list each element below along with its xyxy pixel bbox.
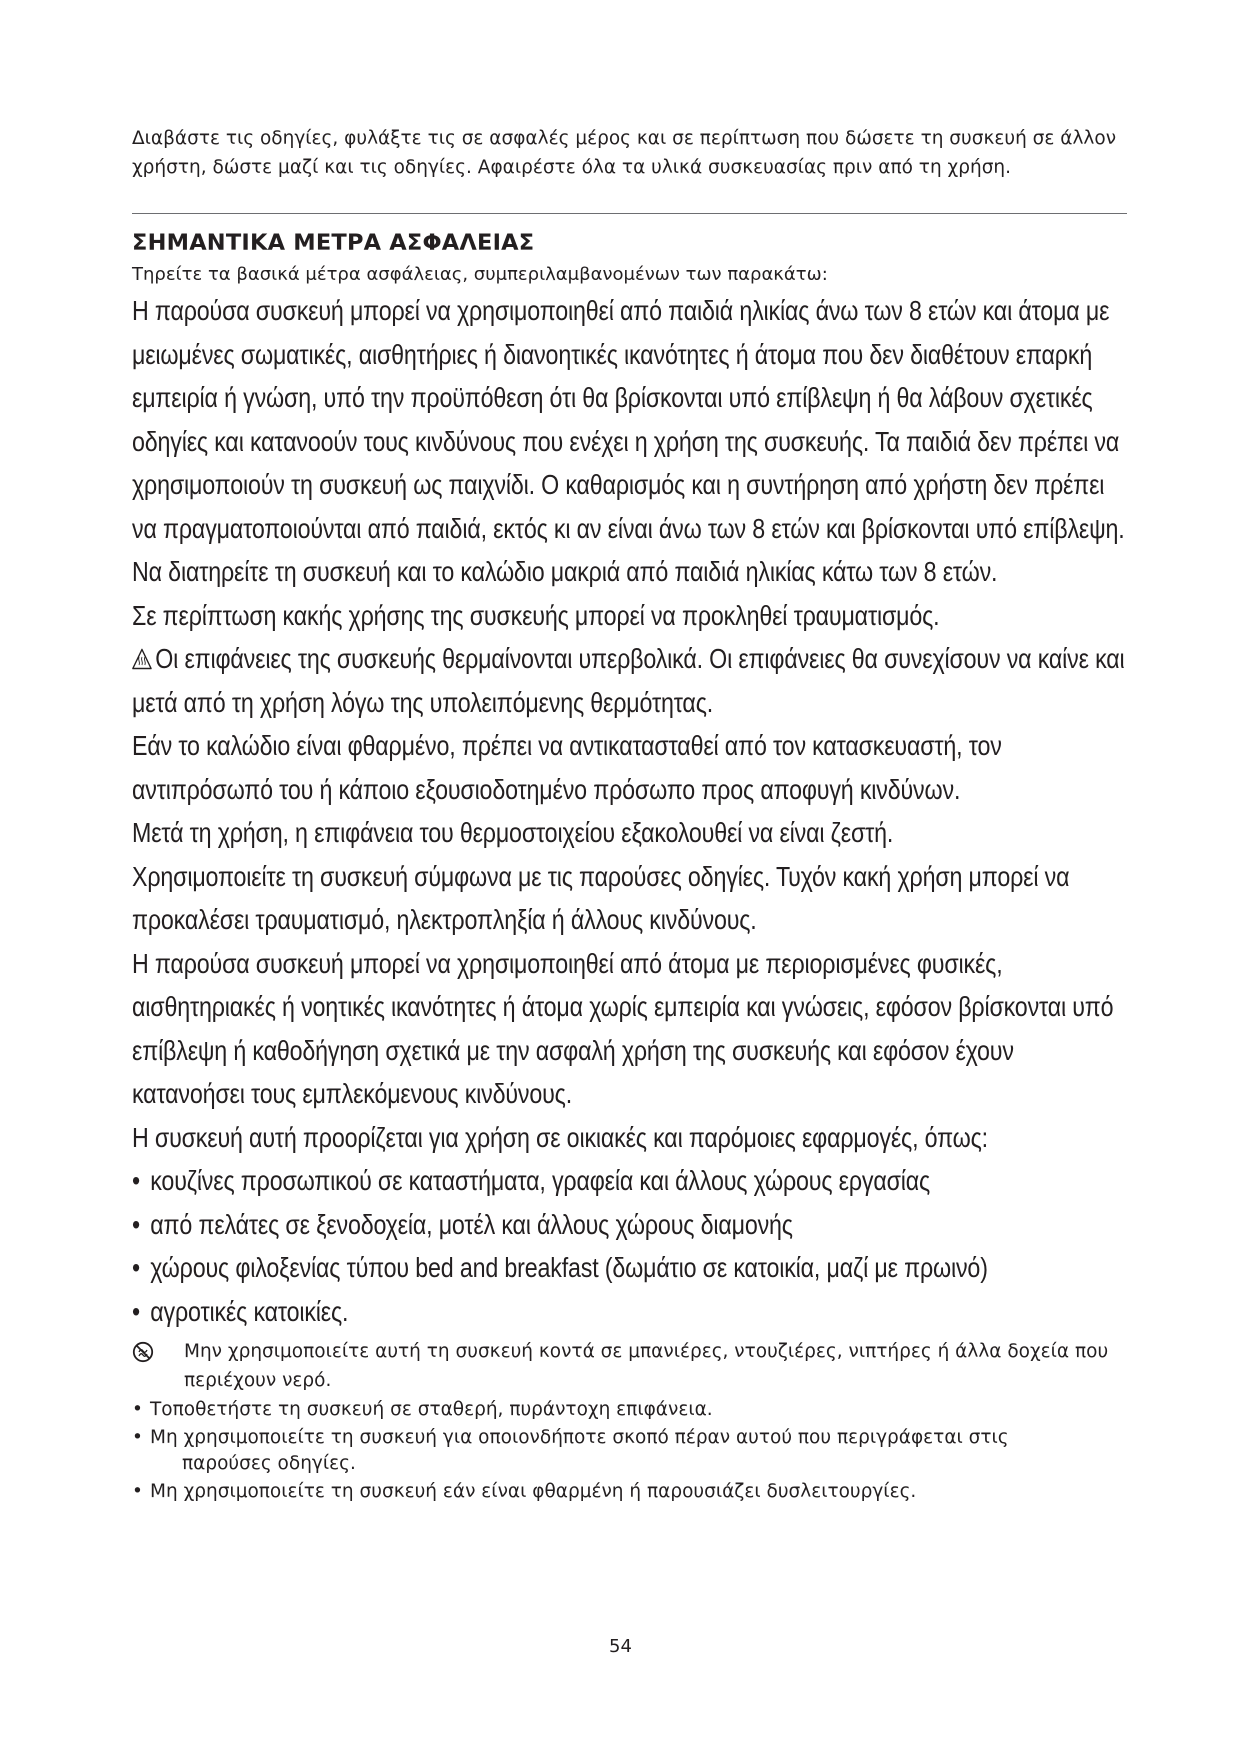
intro-text: Διαβάστε τις οδηγίες, φυλάξτε τις σε ασφαλές μέρος και σε περίπτωση που δώσετε τη συσκευή σε άλλον χρήστη, δώστε μαζί και τις οδηγίες. Αφαιρέστε όλα τα υλικά συσκευασίας πριν από τη χρήση. [132,128,1117,178]
small-list-item: • Μη χρησιμοποιείτε τη συσκευή εάν είναι φθαρμένη ή παρουσιάζει δυσλειτουργίες. [132,1481,917,1502]
hot-surfaces-text: Οι επιφάνειες της συσκευής θερμαίνονται υπερβολικά. Οι επιφάνειες θα συνεχίσουν να καίνε και μετά από τη χρήση λόγω της υπολειπόμενης θερμότητας. [132,643,1125,718]
safety-instructions [132,289,1127,1333]
paragraph-children: Η παρούσα συσκευή μπορεί να χρησιμοποιηθεί από παιδιά ηλικίας άνω των 8 ετών και άτομα με μειωμένες σωματικές, αισθητήριες ή διανοητικές ικανότητες ή άτομα που δεν διαθέτουν επαρκή εμπειρία ή γνώση, υπό την προϋπόθεση ότι θα βρίσκονται υπό επίβλεψη ή θα λάβουν σχετικές οδηγίες και κατανοούν τους κινδύνους που ενέχει η χρήση της συσκευής. Τα παιδιά δεν πρέπει να χρησιμοποιούν τη συσκευή ως παιχνίδι. Ο καθαρισμός και η συντήρηση από χρήστη δεν πρέπει να πραγματοποιούνται από παιδιά, εκτός κι αν είναι άνω των 8 ετών και βρίσκονται υπό επίβλεψη. Να διατηρείτε τη συσκευή και το καλώδιο μακριά από παιδιά ηλικίας κάτω των 8 ετών. [132,295,1125,587]
section-heading: ΣΗΜΑΝΤΙΚΑ ΜΕΤΡΑ ΑΣΦΑΛΕΙΑΣ [132,230,535,256]
use-list-item: • αγροτικές κατοικίες. [132,1295,349,1327]
section-subheading: Τηρείτε τα βασικά μέτρα ασφάλειας, συμπεριλαμβανομένων των παρακάτω: [132,264,828,285]
manual-page [132,124,1127,1505]
use-list-item: • από πελάτες σε ξενοδοχεία, μοτέλ και άλλους χώρους διαμονής [132,1208,793,1240]
paragraph-cord: Εάν το καλώδιο είναι φθαρμένο, πρέπει να αντικατασταθεί από τον κατασκευαστή, τον αντιπρόσωπό του ή κάποιο εξουσιοδοτημένο πρόσωπο προς αποφυγή κινδύνων. [132,730,1002,805]
paragraph-hot-surfaces [132,637,1127,724]
no-water-icon [132,1341,154,1363]
paragraph-follow-instructions: Χρησιμοποιείτε τη συσκευή σύμφωνα με τις παρούσες οδηγίες. Τυχόν κακή χρήση μπορεί να προκαλέσει τραυματισμό, ηλεκτροπληξία ή άλλους κινδύνους. [132,860,1070,935]
small-list-item: • Τοποθετήστε τη συσκευή σε σταθερή, πυράντοχη επιφάνεια. [132,1399,713,1420]
section-divider [132,213,1127,214]
paragraph-misuse: Σε περίπτωση κακής χρήσης της συσκευής μπορεί να προκληθεί τραυματισμός. [132,599,940,631]
paragraph-reduced-abilities: Η παρούσα συσκευή μπορεί να χρησιμοποιηθεί από άτομα με περιορισμένες φυσικές, αισθητηριακές ή νοητικές ικανότητες ή άτομα χωρίς εμπειρία και γνώσεις, εφόσον βρίσκονται υπό επίβλεψη ή καθοδήγηση σχετικά με την ασφαλή χρήση της συσκευής και εφόσον έχουν κατανοήσει τους εμπλεκόμενους κινδύνους. [132,947,1114,1109]
use-list-item: • κουζίνες προσωπικού σε καταστήματα, γραφεία και άλλους χώρους εργασίας [132,1165,931,1196]
additional-warnings [132,1337,1127,1505]
small-list-item: • Μη χρησιμοποιείτε τη συσκευή για οποιονδήποτε σκοπό πέραν αυτού που περιγράφεται στις παρούσες οδηγίες. [132,1427,1009,1474]
hot-surface-warning-icon [132,648,152,670]
no-water-warning: Μην χρησιμοποιείτε αυτή τη συσκευή κοντά σε μπανιέρες, ντουζιέρες, νιπτήρες ή άλλα δοχεία που περιέχουν νερό. [132,1337,1127,1395]
paragraph-intended-use: Η συσκευή αυτή προορίζεται για χρήση σε οικιακές και παρόμοιες εφαρμογές, όπως: [132,1121,988,1153]
paragraph-after-use: Μετά τη χρήση, η επιφάνεια του θερμοστοιχείου εξακολουθεί να είναι ζεστή. [132,817,894,848]
page-number: 54 [609,1636,632,1657]
use-list-item: • χώρους φιλοξενίας τύπου bed and breakfast (δωμάτιο σε κατοικία, μαζί με πρωινό) [132,1252,988,1283]
